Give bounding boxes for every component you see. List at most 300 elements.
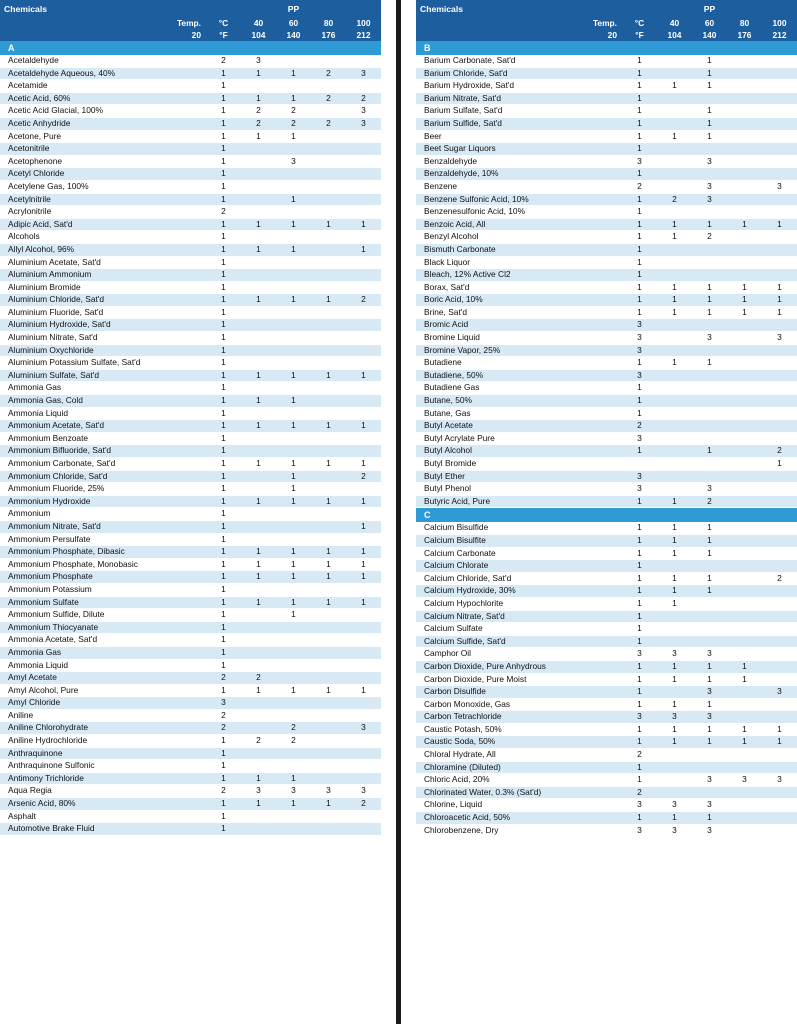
- rating-cell: [311, 735, 346, 748]
- rating-cell: 1: [692, 522, 727, 534]
- chemical-name: Automotive Brake Fluid: [0, 823, 206, 836]
- rating-cell: [727, 155, 762, 168]
- table-row: [0, 105, 381, 118]
- chemical-name: Ammonium Bifluoride, Sat'd: [0, 445, 206, 458]
- rating-cell: 3: [657, 711, 692, 724]
- rating-cell: 1: [206, 546, 241, 559]
- rating-cell: 1: [206, 130, 241, 143]
- chemical-name: Acetone, Pure: [0, 130, 206, 143]
- table-row: [416, 231, 797, 244]
- chemical-name: Alcohols: [0, 231, 206, 244]
- rating-cell: 2: [622, 420, 657, 433]
- chemical-name: Calcium Nitrate, Sat'd: [416, 610, 622, 623]
- rating-cell: [311, 621, 346, 634]
- rating-cell: 1: [206, 269, 241, 282]
- rating-cell: [346, 55, 381, 67]
- rating-cell: 1: [206, 243, 241, 256]
- rating-cell: 1: [727, 736, 762, 749]
- chemical-name: Aluminium Ammonium: [0, 269, 206, 282]
- rating-cell: [727, 420, 762, 433]
- rating-cell: [276, 520, 311, 533]
- chemical-name: Aluminium Chloride, Sat'd: [0, 294, 206, 307]
- rating-cell: [657, 470, 692, 483]
- rating-cell: [727, 686, 762, 699]
- table-row: [416, 117, 797, 130]
- rating-cell: 2: [206, 709, 241, 722]
- table-row: [416, 344, 797, 357]
- rating-cell: 1: [206, 596, 241, 609]
- chemical-name: Calcium Hydroxide, 30%: [416, 585, 622, 598]
- rating-cell: [241, 823, 276, 836]
- rating-cell: 1: [657, 495, 692, 508]
- chemical-name: Allyl Alcohol, 96%: [0, 243, 206, 256]
- rating-cell: [622, 458, 657, 471]
- rating-cell: [692, 761, 727, 774]
- rating-cell: [346, 155, 381, 168]
- rating-cell: [346, 609, 381, 622]
- rating-cell: [241, 80, 276, 93]
- rating-cell: [762, 623, 797, 636]
- chemical-name: Aluminium Nitrate, Sat'd: [0, 332, 206, 345]
- table-row: [416, 168, 797, 181]
- rating-cell: 1: [622, 723, 657, 736]
- rating-cell: 1: [206, 382, 241, 395]
- rating-cell: [346, 634, 381, 647]
- table-row: [416, 560, 797, 573]
- rating-cell: [727, 824, 762, 837]
- table-row: [0, 533, 381, 546]
- rating-cell: 2: [346, 92, 381, 105]
- rating-cell: [762, 92, 797, 105]
- rating-cell: [727, 243, 762, 256]
- chemical-name: Ammonia Gas: [0, 646, 206, 659]
- rating-cell: [241, 659, 276, 672]
- rating-cell: [762, 256, 797, 269]
- table-row: [416, 495, 797, 508]
- rating-cell: [762, 319, 797, 332]
- rating-cell: [276, 810, 311, 823]
- table-row: [0, 143, 381, 156]
- rating-cell: 3: [762, 686, 797, 699]
- rating-cell: 1: [622, 585, 657, 598]
- rating-cell: [276, 646, 311, 659]
- rating-cell: [241, 407, 276, 420]
- rating-cell: [727, 357, 762, 370]
- chemical-name: Aniline: [0, 709, 206, 722]
- rating-cell: [762, 55, 797, 67]
- rating-cell: 1: [206, 306, 241, 319]
- rating-cell: [727, 749, 762, 762]
- rating-cell: [346, 344, 381, 357]
- rating-cell: 1: [692, 105, 727, 118]
- rating-cell: [276, 206, 311, 219]
- right-table: [416, 0, 797, 41]
- rating-cell: [692, 256, 727, 269]
- rating-cell: [276, 697, 311, 710]
- table-row: [416, 420, 797, 433]
- table-row: [416, 812, 797, 825]
- temp-f-4: 212: [346, 29, 381, 41]
- rating-cell: 1: [311, 294, 346, 307]
- temp-f-2-right: 140: [692, 29, 727, 41]
- rating-cell: [311, 520, 346, 533]
- rating-cell: 3: [727, 774, 762, 787]
- table-row: [0, 193, 381, 206]
- table-row: [0, 634, 381, 647]
- chemical-name: Acetaldehyde Aqueous, 40%: [0, 67, 206, 80]
- rating-cell: [241, 281, 276, 294]
- rating-cell: [311, 168, 346, 181]
- rating-cell: [727, 597, 762, 610]
- rating-cell: [241, 810, 276, 823]
- rating-cell: 1: [206, 810, 241, 823]
- rating-cell: 3: [762, 180, 797, 193]
- rating-cell: [727, 572, 762, 585]
- table-row: [416, 281, 797, 294]
- table-row: [416, 698, 797, 711]
- rating-cell: 1: [346, 546, 381, 559]
- rating-cell: [276, 583, 311, 596]
- rating-cell: 1: [241, 684, 276, 697]
- rating-cell: [311, 231, 346, 244]
- rating-cell: [762, 522, 797, 534]
- chemical-name: Calcium Sulfide, Sat'd: [416, 635, 622, 648]
- rating-cell: 2: [206, 672, 241, 685]
- chemical-name: Chloroacetic Acid, 50%: [416, 812, 622, 825]
- chemical-name: Chloramine (Diluted): [416, 761, 622, 774]
- table-row: [416, 395, 797, 408]
- rating-cell: 1: [206, 143, 241, 156]
- rating-cell: [276, 332, 311, 345]
- rating-cell: 1: [657, 812, 692, 825]
- rating-cell: [727, 407, 762, 420]
- rating-cell: [657, 786, 692, 799]
- rating-cell: [762, 660, 797, 673]
- rating-cell: 1: [311, 684, 346, 697]
- rating-cell: [657, 206, 692, 219]
- rating-cell: 1: [346, 495, 381, 508]
- column-divider: [381, 0, 416, 1024]
- rating-cell: 3: [622, 155, 657, 168]
- table-row: [416, 749, 797, 762]
- rating-cell: 1: [692, 572, 727, 585]
- rating-cell: [657, 774, 692, 787]
- chemical-name: Benzoic Acid, All: [416, 218, 622, 231]
- left-header-celsius-row: [0, 17, 381, 29]
- rating-cell: 1: [622, 294, 657, 307]
- rating-cell: 3: [346, 105, 381, 118]
- chemical-name: Ammonium Sulfate: [0, 596, 206, 609]
- rating-cell: [692, 470, 727, 483]
- rating-cell: [692, 786, 727, 799]
- table-row: [0, 281, 381, 294]
- rating-cell: [311, 332, 346, 345]
- rating-cell: 3: [206, 697, 241, 710]
- rating-cell: 1: [622, 243, 657, 256]
- rating-cell: [311, 80, 346, 93]
- right-header-fahrenheit-row: [416, 29, 797, 41]
- temp-c-2-right: 60: [692, 17, 727, 29]
- section-letter: C: [416, 508, 797, 523]
- rating-cell: 1: [241, 558, 276, 571]
- rating-cell: [762, 231, 797, 244]
- chemical-name: Amyl Alcohol, Pure: [0, 684, 206, 697]
- chemical-name: Bleach, 12% Active Cl2: [416, 269, 622, 282]
- rating-cell: 1: [657, 547, 692, 560]
- rating-cell: 1: [762, 458, 797, 471]
- chemical-name: Bromine Vapor, 25%: [416, 344, 622, 357]
- chemical-name: Acetic Acid Glacial, 100%: [0, 105, 206, 118]
- table-row: [416, 824, 797, 837]
- rating-cell: [657, 256, 692, 269]
- table-row: [416, 686, 797, 699]
- unit-fahrenheit: °F: [206, 29, 241, 41]
- chemical-name: Benzyl Alcohol: [416, 231, 622, 244]
- rating-cell: 1: [622, 231, 657, 244]
- rating-cell: [762, 105, 797, 118]
- rating-cell: [762, 547, 797, 560]
- table-row: [416, 774, 797, 787]
- table-row: [0, 55, 381, 67]
- rating-cell: [311, 269, 346, 282]
- unit-celsius: °C: [206, 17, 241, 29]
- rating-cell: [727, 711, 762, 724]
- rating-cell: [727, 786, 762, 799]
- rating-cell: 1: [311, 495, 346, 508]
- rating-cell: [241, 432, 276, 445]
- table-row: [416, 445, 797, 458]
- rating-cell: [276, 533, 311, 546]
- rating-cell: [241, 180, 276, 193]
- rating-cell: [692, 610, 727, 623]
- rating-cell: 1: [206, 621, 241, 634]
- chemical-name: Butane, Gas: [416, 407, 622, 420]
- chemical-name: Asphalt: [0, 810, 206, 823]
- rating-cell: 1: [692, 306, 727, 319]
- chemical-name: Benzene: [416, 180, 622, 193]
- rating-cell: 1: [241, 495, 276, 508]
- rating-cell: [346, 130, 381, 143]
- rating-cell: [346, 709, 381, 722]
- rating-cell: [311, 646, 346, 659]
- chemical-name: Barium Sulfate, Sat'd: [416, 105, 622, 118]
- table-row: [0, 432, 381, 445]
- rating-cell: 1: [622, 218, 657, 231]
- left-header-title-row: [0, 0, 381, 17]
- rating-cell: [727, 610, 762, 623]
- rating-cell: [657, 458, 692, 471]
- table-row: [416, 786, 797, 799]
- rating-cell: [727, 269, 762, 282]
- rating-cell: [276, 55, 311, 67]
- rating-cell: 1: [622, 560, 657, 573]
- chemical-name: Ammonium: [0, 508, 206, 521]
- left-body-table: [0, 41, 381, 836]
- rating-cell: 1: [622, 774, 657, 787]
- rating-cell: [346, 621, 381, 634]
- rating-cell: 1: [622, 117, 657, 130]
- rating-cell: 1: [241, 798, 276, 811]
- rating-cell: 1: [276, 558, 311, 571]
- rating-cell: [241, 206, 276, 219]
- rating-cell: [346, 697, 381, 710]
- rating-cell: 1: [657, 294, 692, 307]
- chemical-name: Acrylonitrile: [0, 206, 206, 219]
- temp-f-1: 104: [241, 29, 276, 41]
- chemical-name: Ammonia Gas, Cold: [0, 395, 206, 408]
- rating-cell: [311, 180, 346, 193]
- table-row: [416, 610, 797, 623]
- rating-cell: 1: [762, 736, 797, 749]
- rating-cell: [311, 722, 346, 735]
- rating-cell: 1: [657, 522, 692, 534]
- chemical-name: Arsenic Acid, 80%: [0, 798, 206, 811]
- rating-cell: 1: [276, 772, 311, 785]
- rating-cell: 1: [206, 735, 241, 748]
- table-row: [0, 772, 381, 785]
- right-header-celsius-row: [416, 17, 797, 29]
- rating-cell: 1: [622, 597, 657, 610]
- rating-cell: [241, 483, 276, 496]
- rating-cell: [727, 206, 762, 219]
- rating-cell: [762, 143, 797, 156]
- rating-cell: [311, 772, 346, 785]
- rating-cell: 1: [622, 736, 657, 749]
- rating-cell: [241, 344, 276, 357]
- rating-cell: [762, 407, 797, 420]
- rating-cell: [762, 610, 797, 623]
- rating-cell: 1: [206, 117, 241, 130]
- rating-cell: [346, 256, 381, 269]
- rating-cell: 3: [622, 470, 657, 483]
- rating-cell: [762, 117, 797, 130]
- table-row: [416, 623, 797, 636]
- rating-cell: 1: [276, 470, 311, 483]
- rating-cell: 1: [692, 281, 727, 294]
- rating-cell: 2: [762, 572, 797, 585]
- rating-cell: 1: [657, 698, 692, 711]
- chemical-name: Brine, Sat'd: [416, 306, 622, 319]
- rating-cell: 1: [346, 420, 381, 433]
- rating-cell: [657, 382, 692, 395]
- rating-cell: [727, 143, 762, 156]
- chemical-name: Ammonium Carbonate, Sat'd: [0, 458, 206, 471]
- rating-cell: [276, 508, 311, 521]
- rating-cell: 3: [622, 711, 657, 724]
- chemical-name: Butyl Alcohol: [416, 445, 622, 458]
- rating-cell: [762, 206, 797, 219]
- rating-cell: [727, 522, 762, 534]
- rating-cell: 1: [206, 470, 241, 483]
- chemical-name: Benzenesulfonic Acid, 10%: [416, 206, 622, 219]
- chemical-name: Aluminium Bromide: [0, 281, 206, 294]
- table-row: [0, 92, 381, 105]
- chemical-name: Butyric Acid, Pure: [416, 495, 622, 508]
- rating-cell: 1: [727, 294, 762, 307]
- temp-f-4-right: 212: [762, 29, 797, 41]
- rating-cell: 1: [206, 105, 241, 118]
- rating-cell: 1: [206, 92, 241, 105]
- chemical-name: Carbon Tetrachloride: [416, 711, 622, 724]
- rating-cell: [727, 560, 762, 573]
- rating-cell: 3: [692, 711, 727, 724]
- chemical-name: Chloric Acid, 20%: [416, 774, 622, 787]
- rating-cell: 1: [206, 508, 241, 521]
- chemical-name: Acetaldehyde: [0, 55, 206, 67]
- table-row: [0, 558, 381, 571]
- table-row: [416, 143, 797, 156]
- rating-cell: 1: [692, 117, 727, 130]
- chemical-name: Caustic Soda, 50%: [416, 736, 622, 749]
- table-row: [0, 155, 381, 168]
- table-row: [0, 508, 381, 521]
- rating-cell: 2: [622, 749, 657, 762]
- rating-cell: 1: [692, 723, 727, 736]
- rating-cell: [241, 634, 276, 647]
- rating-cell: 1: [206, 533, 241, 546]
- table-row: [0, 810, 381, 823]
- rating-cell: [346, 407, 381, 420]
- rating-cell: [657, 180, 692, 193]
- rating-cell: [276, 634, 311, 647]
- rating-cell: 1: [657, 673, 692, 686]
- rating-cell: [657, 395, 692, 408]
- table-row: [416, 597, 797, 610]
- rating-cell: [241, 508, 276, 521]
- chemical-name: Beet Sugar Liquors: [416, 143, 622, 156]
- rating-cell: [276, 445, 311, 458]
- rating-cell: [241, 332, 276, 345]
- left-column: [0, 0, 381, 1024]
- table-row: [416, 357, 797, 370]
- rating-cell: [657, 432, 692, 445]
- rating-cell: [762, 382, 797, 395]
- table-row: [0, 243, 381, 256]
- rating-cell: [346, 823, 381, 836]
- rating-cell: [346, 168, 381, 181]
- chemical-name: Ammonium Hydroxide: [0, 495, 206, 508]
- rating-cell: [657, 610, 692, 623]
- rating-cell: 1: [727, 281, 762, 294]
- rating-cell: [311, 357, 346, 370]
- rating-cell: 1: [311, 596, 346, 609]
- table-row: [0, 672, 381, 685]
- rating-cell: [241, 609, 276, 622]
- chemical-name: Caustic Potash, 50%: [416, 723, 622, 736]
- rating-cell: 1: [206, 332, 241, 345]
- rating-cell: [311, 55, 346, 67]
- rating-cell: [727, 105, 762, 118]
- rating-cell: 3: [622, 369, 657, 382]
- rating-cell: 1: [622, 534, 657, 547]
- rating-cell: 1: [206, 659, 241, 672]
- rating-cell: 1: [692, 736, 727, 749]
- rating-cell: 1: [206, 395, 241, 408]
- chemical-name: Acetamide: [0, 80, 206, 93]
- rating-cell: [762, 560, 797, 573]
- table-row: [0, 357, 381, 370]
- unit-fahrenheit-right: °F: [622, 29, 657, 41]
- rating-cell: [657, 319, 692, 332]
- rating-cell: [762, 495, 797, 508]
- chemical-name: Carbon Dioxide, Pure Anhydrous: [416, 660, 622, 673]
- table-row: [0, 231, 381, 244]
- rating-cell: [346, 319, 381, 332]
- chemical-name: Calcium Sulfate: [416, 623, 622, 636]
- rating-cell: 1: [241, 130, 276, 143]
- table-row: [0, 609, 381, 622]
- right-body-table: [416, 41, 797, 837]
